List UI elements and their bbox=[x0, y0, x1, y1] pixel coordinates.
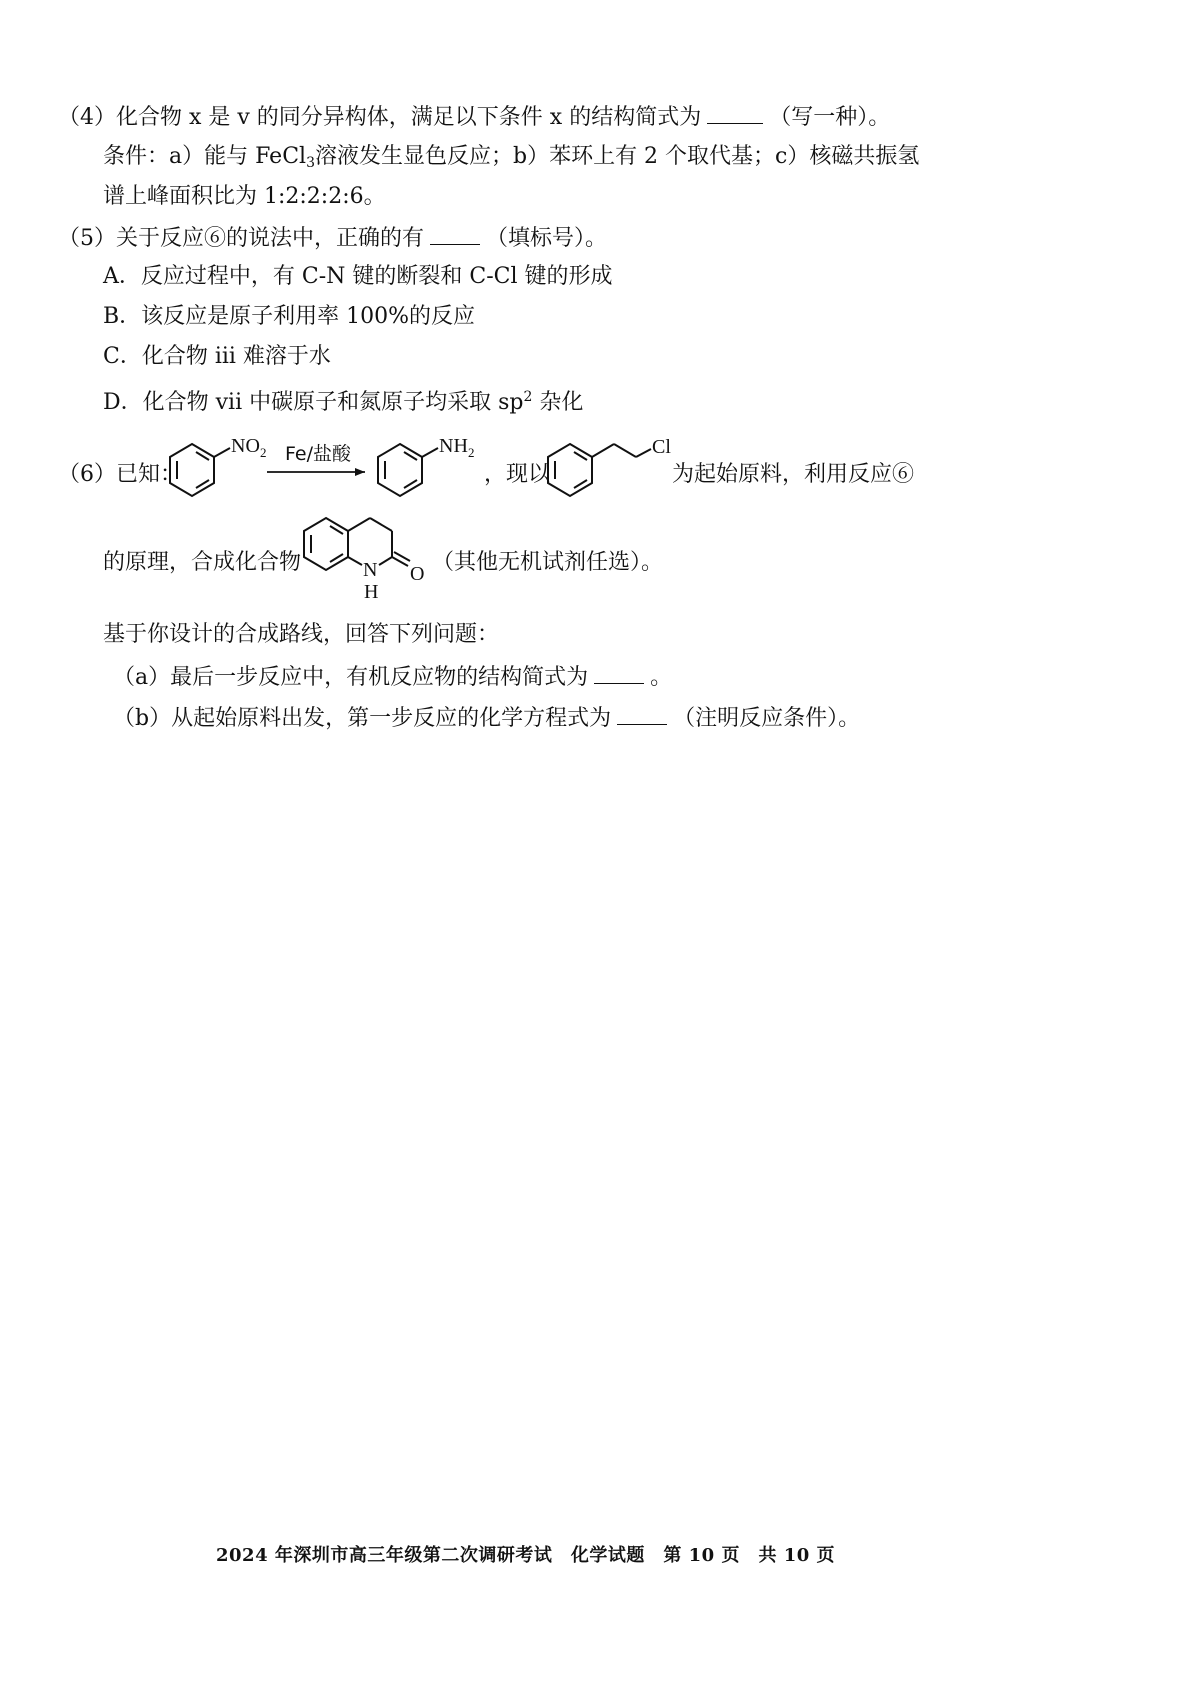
answer-blank[interactable] bbox=[594, 661, 644, 684]
cl-label: Cl bbox=[652, 436, 671, 458]
q6-sub-a-end: 。 bbox=[650, 665, 673, 690]
lactam-n-label: N bbox=[363, 559, 378, 581]
nitrobenzene-structure bbox=[160, 430, 280, 510]
q6-mid-text: ，现以 bbox=[484, 462, 551, 487]
q5-stem bbox=[58, 222, 607, 254]
page-footer: 2024 年深圳市高三年级第二次调研考试 化学试题 第 10 页 共 10 页 bbox=[216, 1545, 836, 1566]
q6-tail-text: 为起始原料，利用反应⑥ bbox=[672, 462, 915, 487]
no2-label: NO bbox=[231, 435, 260, 457]
nh2-label: NH bbox=[439, 435, 468, 457]
q4-cond-subscript: 3 bbox=[306, 155, 315, 171]
phenylethyl-chloride-structure bbox=[538, 428, 678, 510]
q5-option-d-superscript: 2 bbox=[523, 389, 533, 405]
q6-sub-b bbox=[113, 702, 860, 734]
q5-stem-text: 关于反应⑥的说法中，正确的有 bbox=[116, 226, 425, 251]
q5-option-b: B．该反应是原子利用率 100%的反应 bbox=[103, 304, 476, 329]
q4-cond-text: 条件：a）能与 FeCl bbox=[103, 144, 307, 169]
dihydroquinolinone-structure bbox=[296, 510, 446, 605]
q6-sub-a bbox=[113, 661, 672, 693]
answer-blank[interactable] bbox=[617, 702, 667, 725]
q5-option-d-end: 杂化 bbox=[532, 390, 584, 415]
q4-stem-end: （写一种）。 bbox=[769, 105, 891, 130]
q6-sub-a-text: （a）最后一步反应中，有机反应物的结构简式为 bbox=[113, 665, 589, 690]
reaction-arrow bbox=[265, 440, 375, 490]
reagent-label: Fe/盐酸 bbox=[285, 443, 351, 465]
q6-number: （6） bbox=[58, 462, 116, 487]
q5-option-d-text: D．化合物 vii 中碳原子和氮原子均采取 sp bbox=[103, 390, 524, 415]
q4-stem bbox=[58, 101, 890, 133]
lactam-o-label: O bbox=[410, 563, 425, 585]
q5-option-a: A．反应过程中，有 C-N 键的断裂和 C-Cl 键的形成 bbox=[103, 264, 613, 289]
q4-conditions-line2: 谱上峰面积比为 1:2:2:2:6。 bbox=[103, 184, 386, 209]
q5-stem-end: （填标号）。 bbox=[486, 226, 608, 251]
q6-sub-b-end: （注明反应条件）。 bbox=[673, 706, 861, 731]
q6-line2-b: （其他无机试剂任选）。 bbox=[432, 550, 664, 575]
q6-sub-b-text: （b）从起始原料出发，第一步反应的化学方程式为 bbox=[113, 706, 612, 731]
nh2-subscript: 2 bbox=[468, 445, 475, 460]
q5-option-d bbox=[103, 382, 583, 418]
q4-conditions bbox=[103, 142, 919, 178]
q6-line2-a: 的原理，合成化合物 bbox=[103, 550, 302, 575]
q6-known-label: 已知： bbox=[116, 462, 183, 487]
answer-blank[interactable] bbox=[707, 101, 763, 124]
q5-option-c: C．化合物 iii 难溶于水 bbox=[103, 344, 331, 369]
aniline-structure bbox=[368, 430, 498, 510]
q5-number: （5） bbox=[58, 226, 116, 251]
q4-cond-text-2: 溶液发生显色反应；b）苯环上有 2 个取代基；c）核磁共振氢 bbox=[314, 144, 920, 169]
lactam-h-label: H bbox=[364, 581, 379, 603]
answer-blank[interactable] bbox=[430, 222, 480, 245]
q4-number: （4） bbox=[58, 105, 116, 130]
no2-subscript: 2 bbox=[260, 445, 267, 460]
q4-stem-text: 化合物 x 是 v 的同分异构体，满足以下条件 x 的结构简式为 bbox=[116, 105, 702, 130]
q6-base: 基于你设计的合成路线，回答下列问题： bbox=[103, 622, 500, 647]
